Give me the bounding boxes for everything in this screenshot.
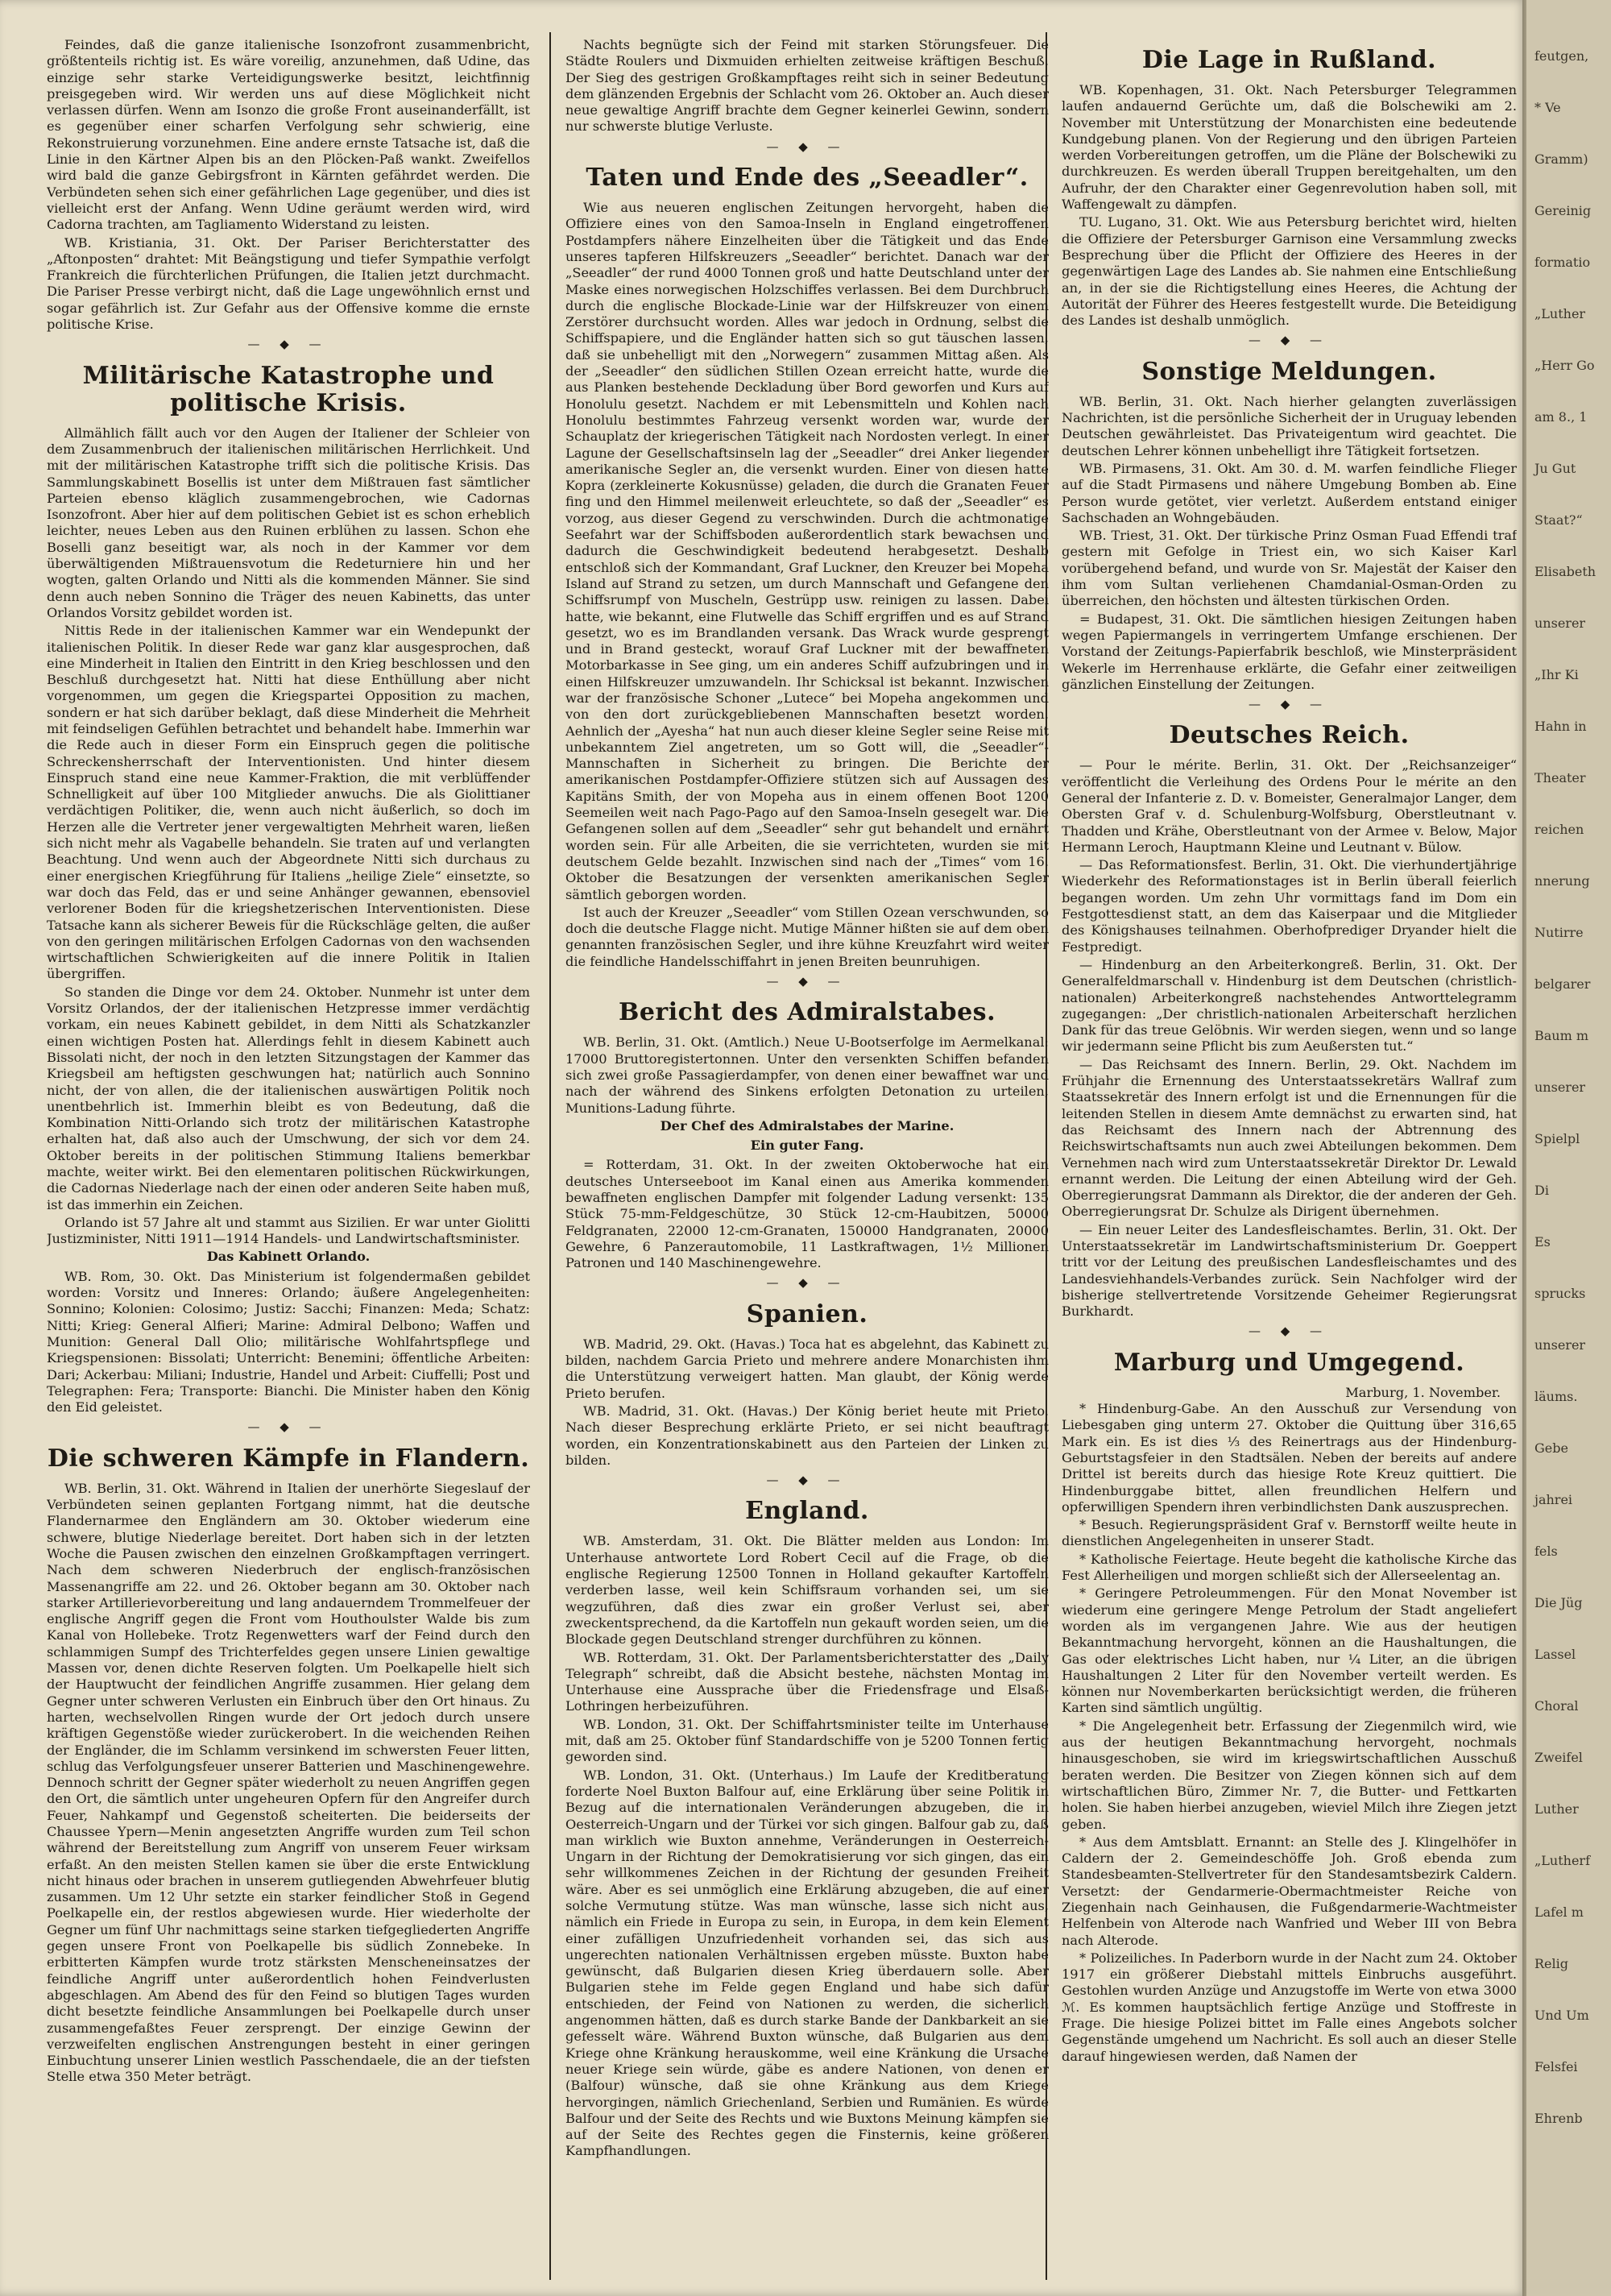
strip-fragment: „Lutherf (1534, 1853, 1590, 1868)
strip-fragment: „Herr Go (1534, 358, 1595, 373)
ornament-divider: — ◆ — (766, 139, 848, 154)
strip-fragment: reichen (1534, 822, 1584, 837)
strip-fragment: Gereinig (1534, 203, 1592, 218)
strip-fragment: Lafel m (1534, 1904, 1584, 1920)
paragraph: * Geringere Petroleummengen. Für den Monat November ist wiederum eine geringere Menge Petrolum der Stadt angeliefert worden als im vergangenen Jahre. Wie aus der heutigen Bekanntmachung hervorgeht, können an die Haushaltungen, die Gas oder elektrisches Licht haben, nur ¼ Liter, an die übrigen Haushaltungen 2 Liter für den November verteilt werden. Es können nur Novemberkarten berücksichtigt werden, die früheren Karten sind sämtlich ungültig. (1062, 1585, 1517, 1716)
paragraph: = Budapest, 31. Okt. Die sämtlichen hiesigen Zeitungen haben wegen Papiermangels in verringertem Umfange erschienen. Der Vorstand der Zeitungs-Papierfabrik beschloß, wie Minsterpräsident Wekerle im Herrenhause erklärte, die Gefahr einer zeitweiligen gänzlichen Einstellung der Zeitungen. (1062, 611, 1517, 692)
paragraph: — Das Reformationsfest. Berlin, 31. Okt. Die vierhundertjährige Wiederkehr des Reformationstages ist in Berlin überall feierlich begangen worden. Um zehn Uhr vormittags fand im Dom ein Festgottesdienst statt, an dem das Kaiserpaar und die Mitglieder des Königshauses teilnahmen. Oberhofprediger Dryander hielt die Festpredigt. (1062, 857, 1517, 955)
strip-fragment: Nutirre (1534, 925, 1584, 940)
ornament-divider: — ◆ — (1248, 697, 1331, 712)
strip-fragment: Spielpl (1534, 1131, 1580, 1146)
paragraph: Allmählich fällt auch vor den Augen der Italiener der Schleier von dem Zusammenbruch der italienischen militärischen Herrlichkeit. Und mit der militärischen Katastrophe trifft sich die politische Krisis. Das Sammlungskabinett Bosellis ist unter dem Mißtrauen fast sämtlicher Parteien ebenso kläglich zusammengebrochen, wie Cadornas Isonzofront. Aber hier auf dem politischen Gebiet ist es schon erheblich leichter, neues Leben aus den Ruinen erblühen zu lassen. Schon ehe Boselli ganz beseitigt war, als noch in der Kammer vor dem überwältigenden Mißtrauensvotum die Redeturniere hin und her wogten, galten Orlando und Nitti als die kommenden Männer. Sie sind denn auch neben Sonnino die Träger des neuen Kabinetts, das unter Orlandos Vorsitz gebildet worden ist. (47, 425, 530, 620)
ornament-divider: — ◆ — (766, 974, 848, 989)
headline-reich: Deutsches Reich. (1169, 721, 1410, 750)
strip-fragment: Es (1534, 1234, 1551, 1250)
headline-england: England. (745, 1497, 869, 1526)
paragraph: WB. London, 31. Okt. Der Schiffahrtsminister teilte im Unterhause mit, daß am 25. Oktober fünf Standardschiffe von je 5200 Tonnen fertig geworden sind. (565, 1716, 1049, 1765)
ornament-divider: — ◆ — (766, 1275, 848, 1291)
paragraph: WB. Rom, 30. Okt. Das Ministerium ist folgendermaßen gebildet worden: Vorsitz und Inneres: Orlando; äußere Angelegenheiten: Sonnino; Kolonien: Colosimo; Justiz: Sacchi; Finanzen: Meda; Schatz: Nitti; Krieg: General Alfieri; Marine: Admiral Delbono; Waffen und Munition: General Dall Olio; militärische Wohlfahrtspflege und Kriegspensionen: Bissolati; Unterricht: Benemini; öffentliche Arbeiten: Dari; Ackerbau: Miliani; Industrie, Handel und Arbeit: Ciuffelli; Post und Telegraphen: Fera; Transporte: Bianchi. Die Minister haben den König den Eid geleistet. (47, 1268, 530, 1415)
paragraph: * Katholische Feiertage. Heute begeht die katholische Kirche das Fest Allerheiligen und morgen schließt sich der Allerseelentag an. (1062, 1551, 1517, 1584)
strip-fragment: fels (1534, 1544, 1558, 1559)
headline-seeadler: Taten und Ende des „Seeadler“. (586, 164, 1029, 193)
paragraph: WB. Amsterdam, 31. Okt. Die Blätter melden aus London: Im Unterhause antwortete Lord Robert Cecil auf die Frage, ob die englische Regierung 12500 Tonnen in Holland gekaufter Kartoffeln verderben lasse, weil kein Schiffsraum vorhanden sei, um sie wegzuführen, daß dies zwar ein großer Verlust sei, aber zweckentsprechend, da die Kartoffeln nun gekauft worden seien, um die Blockade gegen Deutschland strenger durchführen zu können. (565, 1533, 1049, 1647)
subheading-fang: Ein guter Fang. (750, 1138, 864, 1154)
strip-fragment: Di (1534, 1183, 1549, 1198)
headline-meldungen: Sonstige Meldungen. (1141, 357, 1437, 386)
strip-fragment: Die Jüg (1534, 1595, 1583, 1610)
signature-line: Der Chef des Admiralstabes der Marine. (660, 1117, 955, 1133)
ornament-divider: — ◆ — (766, 1473, 848, 1488)
strip-fragment: Felsfei (1534, 2059, 1578, 2074)
paragraph: — Pour le mérite. Berlin, 31. Okt. Der „Reichsanzeiger“ veröffentlicht die Verleihung des Ordens Pour le mérite an den General der Infanterie z. D. v. Bomeister, Generalmajor Langer, dem Obersten Graf v. d. Schulenburg-Wolfsburg, Oberstleutnant v. Thadden und Krähe, Oberstleutnant von der Armee v. Below, Major Hermann Leroch, Hauptmann Kleine und Leutnant v. Bülow. (1062, 757, 1517, 855)
strip-fragment: „Ihr Ki (1534, 667, 1579, 682)
paragraph: Orlando ist 57 Jahre alt und stammt aus Sizilien. Er war unter Giolitti Justizminister, Nitti 1911—1914 Handels- und Landwirtschaftsminister. (47, 1214, 530, 1247)
paragraph: * Polizeiliches. In Paderborn wurde in der Nacht zum 24. Oktober 1917 ein größerer Diebstahl mittels Einbruchs ausgeführt. Gestohlen wurden Anzüge und Anzugstoffe im Werte von etwa 3000 ℳ. Es kommen hauptsächlich fertige Anzüge und Stoffreste in Frage. Die hiesige Polizei bittet im Falle eines Angebots solcher Gegenstände umgehend um Nachricht. Es soll auch an dieser Stelle darauf hingewiesen werden, daß Namen der (1062, 1950, 1517, 2064)
strip-fragment: belgarer (1534, 976, 1591, 992)
paragraph: Wie aus neueren englischen Zeitungen hervorgeht, haben die Offiziere eines von den Samoa-Inseln in England eingetroffenen Postdampfers nähere Einzelheiten über die Tätigkeit und das Ende unseres tapferen Hilfskreuzers „Seeadler“ berichtet. Danach war der „Seeadler“ der rund 4000 Tonnen groß und hatte Deutschland unter der Maske eines norwegischen Holzschiffes verlassen. Bei dem Durchbruch durch die englische Blockade-Linie war der Hilfskreuzer von einem Zerstörer durchsucht worden. Alles war jedoch in Ordnung, selbst die Schiffspapiere, und die Engländer hatten sich so gut täuschen lassen, daß sie unbehelligt mit den „Norwegern“ zusammen Mittag aßen. Als der „Seeadler“ den südlichen Stillen Ozean erreicht hatte, wurde die aus Planken bestehende Deckladung über Bord geworfen und Kurs auf Honolulu gesetzt. Nachdem er mit Lebensmitteln und Kohlen nach Honolulu bestimmtes Fahrzeug versenkt worden war, wurde der Schauplatz der kriegerischen Tätigkeit nach Nordosten verlegt. In einer Lagune der Gesellschaftsinseln lag der „Seeadler“ drei Anker liegender amerikanische Segler an, die versenkt wurden. Einer von diesen hatte Kopra (zerkleinerte Kokusnüsse) geladen, die durch die Granaten Feuer fing und den Himmel meilenweit erleuchtete, so daß der „Seeadler“ es vorzog, aus dieser Gegend zu verschwinden. Durch die achtmonatige Seefahrt war der Schiffsboden außerordentlich stark bewachsen und dadurch die Geschwindigkeit bedeutend herabgesetzt. Deshalb entschloß sich der Kommandant, Graf Luckner, den Kreuzer bei Mopeha Island auf Strand zu setzen, um durch Mannschaft und Gefangene den Schiffsrumpf von Muscheln, Gestrüpp usw. reinigen zu lassen. Dabei hatte, wie bekannt, eine Flutwelle das Schiff ergriffen und es auf Strand gesetzt, wo es im Brandlanden versank. Das Wrack wurde gesprengt und in Brand gesteckt, worauf Graf Luckner mit der bewaffneten Motorbarkasse in See ging, um ein anderes Schiff aufzubringen und in einen Hilfskreuzer umzuwandeln. Ihr Schicksal ist bekannt. Inzwischen war der französische Schoner „Lutece“ bei Mopeha angekommen und von den dort zurückgebliebenen Mannschaften besetzt worden. Aehnlich der „Ayesha“ hat nun auch dieser kleine Segler seine Reise mit unbekanntem Ziel angetreten, um so Gott will, die „Seeadler“-Mannschaften in Sicherheit zu bringen. Die Berichte der amerikanischen Postdampfer-Offiziere stützen sich auf Aussagen des Kapitäns Smith, der von Mopeha aus in einem offenen Boot 1200 Seemeilen weit nach Pago-Pago auf den Samoa-Inseln gesegelt war. Die Gefangenen sollen auf dem „Seeadler“ sehr gut behandelt und ernährt worden sein. Für alle Arbeiten, die sie verrichteten, wurden sie mit deutschem Gelde bezahlt. Inzwischen sind nach der „Times“ vom 16. Oktober die Besatzungen der versenkten amerikanischen Segler sämtlich geborgen worden. (565, 200, 1049, 902)
paragraph: WB. Pirmasens, 31. Okt. Am 30. d. M. warfen feindliche Flieger auf die Stadt Pirmasens und nähere Umgebung Bomben ab. Eine Person wurde getötet, vier verletzt. Außerdem entstand einiger Sachschaden an Wohngebäuden. (1062, 460, 1517, 525)
paragraph: WB. Berlin, 31. Okt. Während in Italien der unerhörte Siegeslauf der Verbündeten seinen geplanten Fortgang nimmt, hat die deutsche Flandernarmee den Engländern am 30. Oktober wiederum eine schwere, blutige Niederlage bereitet. Dort haben sich in der letzten Woche die Pausen zwischen den einzelnen Großkampftagen verringert. Nach dem schweren Niederbruch der englisch-französischen Massenangriffe am 22. und 26. Oktober begann am 30. Oktober nach starker Artillerievorbereitung und lang andauerndem Trommelfeuer der englische Angriff gegen die Front vom Houthoulster Walde bis zum Kanal von Hollebeke. Trotz Regenwetters warf der Feind durch den schlammigen Sumpf des Trichterfeldes gegen unsere Linien gewaltige Massen vor, denen dichte Reserven folgten. Um Poelkapelle hielt sich der Hauptwucht der feindlichen Angriffe zusammen. Hier gelang dem Gegner unter schweren Verlusten ein Einbruch über den Ort hinaus. Zu harten, wechselvollen Ringen wurde der Ort jedoch durch unsere kräftigen Gegenstöße wieder zurückerobert. In die weichenden Reihen der Engländer, die im Schlamm versinkend im schwersten Feuer litten, schlug das Verfolgungsfeuer unserer Batterien und Maschinengewehre. Dennoch schritt der Gegner später wiederholt zu neuen Angriffen gegen den Ort, die sämtlich unter ungeheuren Opfern für den Angreifer durch Feuer, Nahkampf und Gegenstoß scheiterten. Die beiderseits der Chaussee Ypern—Menin angesetzten Angriffe wurden zum Teil schon während der Bereitstellung zum Angriff von unserem Feuer wirksam erfaßt. An den meisten Stellen kamen sie über die erste Entwicklung nicht hinaus oder brachen in unserem gutliegenden Abwehrfeuer blutig zusammen. Um 12 Uhr setzte ein starker feindlicher Stoß in Gegend Poelkapelle ein, der restlos abgewiesen wurde. Hier wiederholte der Gegner um fünf Uhr nachmittags seine starken tiefgegliederten Angriffe gegen unsere Front von Poelkapelle bis südlich Zonnebeke. In erbitterten Kämpfen wurde trotz stärksten Menscheneinsatzes der feindliche Angriff unter außerordentlich hohen Feindverlusten abgeschlagen. Am Abend des für den Feind so blutigen Tages wurden dicht besetzte feindliche Ansammlungen bei Poelkapelle durch unser zusammengefaßtes Feuer zersprengt. Der einzige Gewinn der verzweifelten englischen Anstrengungen besteht in einer geringen Einbuchtung unserer Linien westlich Passchendaele, die an der tiefsten Stelle etwa 350 Meter beträgt. (47, 1480, 530, 2085)
paragraph: WB. Madrid, 31. Okt. (Havas.) Der König beriet heute mit Prieto. Nach dieser Besprechung erklärte Prieto, er sei nicht beauftragt worden, ein Konzentrationskabinett aus den Parteien der Linken zu bilden. (565, 1403, 1049, 1468)
strip-fragment: läums. (1534, 1389, 1578, 1404)
strip-fragment: * Ve (1534, 100, 1561, 115)
paragraph: WB. London, 31. Okt. (Unterhaus.) Im Laufe der Kreditberatung forderte Noel Buxton Balfour auf, eine Erklärung über seine Politik in Bezug auf die internationalen Veränderungen abzugeben, die in Oesterreich-Ungarn und der Türkei vor sich gingen. Balfour gab zu, daß man wirklich wie Buxton annehme, Veränderungen in Oesterreich-Ungarn in der Richtung der Demokratisierung vor sich gingen, das ein sehr willkommenes Zeichen in der Richtung der gesunden Freiheit wäre. Aber es sei unmöglich eine Erklärung abzugeben, die auf einer solche Vermutung stütze. Was man wünsche, lasse sich nicht aus, nämlich ein Friede in Europa zu sein, in Europa, in dem kein Element einer zufälligen Unzufriedenheit vorhanden sei, das sich aus ungerechten nationalen Verhältnissen ergeben müsste. Buxton habe gewünscht, daß Bulgarien diesen Krieg überdauern solle. Aber Bulgarien stehe im Felde gegen England und habe sich dafür entschieden, der Feind von Nationen zu werden, die sicherlich angenommen hätten, daß es durch starke Bande der Dankbarkeit an sie gefesselt wäre. Während Buxton wünsche, daß Bulgarien aus dem Kriege ohne Kränkung herauskomme, weil eine Kränkung die Ursache neuer Kriege sein würde, gäbe es andere Nationen, von denen er (Balfour) wünsche, daß sie ohne Kränkung aus dem Kriege hervorgingen, nämlich Griechenland, Serbien und Rumänien. Es würde Balfour und der Seite des Rechts und wie Buxtons Meinung kämpfen sie auf der Seite des Rechtes gegen die Finsternis, keine größeren Kampfhandlungen. (565, 1767, 1049, 2159)
paragraph: Ist auch der Kreuzer „Seeadler“ vom Stillen Ozean verschwunden, so doch die deutsche Flagge nicht. Mutige Männer hißten sie auf dem oben genannten französischen Segler, und ihre kühne Kreuzfahrt wird weiter die feindliche Handelsschiffahrt in jenen Breiten beunruhigen. (565, 904, 1049, 969)
strip-fragment: Staat?“ (1534, 512, 1583, 528)
paragraph: * Hindenburg-Gabe. An den Ausschuß zur Versendung von Liebesgaben ging unterm 27. Oktober die Quittung über 316,65 Mark ein. Es ist dies ⅓ des Reinertrags aus der Hindenburg-Geburtstagsfeier in den Stadtsälen. Neben der bereits auf andere Drittel ist bereits durch das hiesige Rote Kreuz quittiert. Die Hindenburggabe bittet, allen freundlichen Helfern und opferwilligen Spendern ihren verbindlichsten Dank auszusprechen. (1062, 1401, 1517, 1515)
strip-fragment: Ehrenb (1534, 2111, 1583, 2126)
paragraph: Nachts begnügte sich der Feind mit starken Störungsfeuer. Die Städte Roulers und Dixmuiden erhielten zeitweise kräftigen Beschuß. Der Sieg des gestrigen Großkampftages reiht sich in seiner Bedeutung dem glänzenden Ergebnis der Schlacht vom 26. Oktober an. Auch dieser neue gewaltige Angriff brachte dem Gegner keinerlei Gewinn, sondern nur schwerste blutige Verluste. (565, 37, 1049, 135)
paragraph: TU. Lugano, 31. Okt. Wie aus Petersburg berichtet wird, hielten die Offiziere der Petersburger Garnison eine Versammlung zwecks Besprechung über die Pflicht der Offiziere des Heeres in der gegenwärtigen Lage des Landes ab. Sie nahmen eine Entschließung an, in der sie die Richtigstellung eines Heeres, die Achtung der Autorität der Führer des Heeres festgestellt wurde. Die Beteidigung des Landes ist deshalb unmöglich. (1062, 214, 1517, 329)
strip-fragment: nnerung (1534, 873, 1590, 889)
strip-fragment: Theater (1534, 770, 1586, 785)
paragraph: WB. Berlin, 31. Okt. Nach hierher gelangten zuverlässigen Nachrichten, ist die persönliche Sicherheit der in Uruguay lebenden Deutschen gewährleistet. Das Privateigentum wird geachtet. Die deutschen Lehrer können unbehelligt ihre Tätigkeit fortsetzen. (1062, 393, 1517, 458)
paragraph: — Ein neuer Leiter des Landesfleischamtes. Berlin, 31. Okt. Der Unterstaatssekretär im Landwirtschaftsministerium Dr. Goeppert tritt vor der Leitung des preußischen Landesfleischamtes und des Landesviehhandels-Verbandes zurück. Sein Nachfolger wird der bisherige stellvertretende Vorsitzende Geheimer Regierungsrat Burkhardt. (1062, 1221, 1517, 1320)
paragraph: WB. Kopenhagen, 31. Okt. Nach Petersburger Telegrammen laufen andauernd Gerüchte um, daß die Bolschewiki am 2. November mit Unterstützung der Monarchisten eine bedeutende Kundgebung planen. Von der Regierung und den übrigen Parteien werden Vorbereitungen getroffen, um die Pläne der Bolschewiki zu durchkreuzen. Es werden überall Truppen bereitgehalten, um den Aufruhr, der den Charakter einer Gegenrevolution haben soll, mit Waffengewalt zu dämpfen. (1062, 82, 1517, 213)
headline-marburg: Marburg und Umgegend. (1113, 1348, 1465, 1377)
headline-flandern: Die schweren Kämpfe in Flandern. (47, 1444, 530, 1473)
column-middle (565, 37, 1049, 2161)
strip-fragment: Lassel (1534, 1647, 1576, 1662)
headline-spanien: Spanien. (746, 1299, 868, 1328)
strip-fragment: Hahn in (1534, 719, 1587, 734)
column-left (47, 37, 530, 2087)
strip-fragment: Choral (1534, 1698, 1579, 1714)
paragraph: — Hindenburg an den Arbeiterkongreß. Berlin, 31. Okt. Der Generalfeldmarschall v. Hindenburg ist dem Deutschen (christlich-nationalen) Arbeiterkongreß nachstehendes Antworttelegramm zugegangen: „Der christlich-nationalen Arbeiterschaft herzlichen Dank für das treue Gelöbnis. Wir werden siegen, wenn und so lange wir jedermann seine Pflicht bis zum Aeußersten tut.“ (1062, 956, 1517, 1055)
dateline: Marburg, 1. November. (1345, 1384, 1501, 1400)
strip-fragment: Luther (1534, 1801, 1579, 1817)
strip-fragment: am 8., 1 (1534, 409, 1588, 425)
strip-fragment: Relig (1534, 1956, 1568, 1971)
paragraph: * Besuch. Regierungspräsident Graf v. Bernstorff weilte heute in dienstlichen Angelegenheiten in unserer Stadt. (1062, 1517, 1517, 1549)
ornament-divider: — ◆ — (247, 337, 329, 352)
strip-fragment: unserer (1534, 615, 1586, 631)
paragraph: — Das Reichsamt des Innern. Berlin, 29. Okt. Nachdem im Frühjahr die Ernennung des Unterstaatssekretärs Wallraf zum Staatssekretär des Innern erfolgt ist und die Ernennungen für die leitenden Stellen in diesem Amte demnächst zu erwarten sind, hat das Reichsamt des Innern nach der Abtrennung des Reichswirtschaftsamts nun auch zwei Abteilungen bekommen. Dem Vernehmen nach wird zum Unterstaatssekretär Direktor Dr. Lewald ernannt werden. Die Leitung der einen Abteilung wird der Geh. Oberregierungsrat Dammann als Direktor, die der anderen der Geh. Oberregierungsrat Dr. Schulze als Dirigent übernehmen. (1062, 1056, 1517, 1220)
strip-fragment: „Luther (1534, 306, 1586, 321)
strip-fragment: Elisabeth (1534, 564, 1597, 579)
headline-russland: Die Lage in Rußland. (1141, 46, 1437, 74)
ornament-divider: — ◆ — (1248, 333, 1331, 348)
paragraph: Feindes, daß die ganze italienische Isonzofront zusammenbricht, größtenteils richtig ist. Es wäre voreilig, anzunehmen, daß Udine, das einzige sehr starke Verteidigungswerke besitzt, leichtfinnig preisgegeben wird. Wir werden uns auf diese Möglichkeit nicht verlassen dürfen. Wenn am Isonzo die große Front auseinanderfällt, ist es gegenüber einer scharfen Verfolgung sehr schwierig, eine Rekonstruierung vorzunehmen. Eine andere ernste Tatsache ist, daß die Linie in den Kärtner Alpen bis an den Plöcken-Paß wankt. Zweifellos wird bald die ganze Gebirgsfront in Kärnten gefährdet werden. Die Verbündeten sehen sich einer gefährlichen Lage gegenüber, und dies ist vielleicht erst der Anfang. Wenn Udine geräumt werden wird, wird Cadorna trachten, am Tagliamento Widerstand zu leisten. (47, 37, 530, 233)
paragraph: WB. Madrid, 29. Okt. (Havas.) Toca hat es abgelehnt, das Kabinett zu bilden, nachdem Garcia Prieto und mehrere andere Monarchisten ihm die Unterstützung verweigert hatten. Man glaubt, der König werde Prieto berufen. (565, 1336, 1049, 1401)
paragraph: WB. Rotterdam, 31. Okt. Der Parlamentsberichterstatter des „Daily Telegraph“ schreibt, daß die Absicht bestehe, nächsten Montag im Unterhause eine Aussprache über die Friedensfrage und Elsaß-Lothringen herbeizuführen. (565, 1649, 1049, 1714)
paragraph: So standen die Dinge vor dem 24. Oktober. Nunmehr ist unter dem Vorsitz Orlandos, der der italienischen Hetzpresse immer verdächtig vorkam, ein neues Kabinett gebildet, in dem Nitti als Schatzkanzler einen wichtigen Posten hat. Allerdings fehlt in diesem Kabinett auch Bissolati nicht, der noch in den letzten Sitzungstagen der Kammer das Kriegsbeil am heftigsten geschwungen hat; natürlich auch Sonnino nicht, der von allen, die der italienischen auswärtigen Politik noch unentbehrlich ist. Immerhin bleibt es von Bedeutung, daß die Kombination Nitti-Orlando sich trotz der militärischen Katastrophe erhalten hat, daß also auch der Umschwung, der sich vor dem 24. Oktober bereits in der politischen Stimmung Italiens bemerkbar machte, weiter wirkt. Bei den elementaren politischen Rückwirkungen, die Cadornas Niederlage nach der einen oder anderen Seite haben muß, ist das immerhin ein Zeichen. (47, 984, 530, 1212)
ornament-divider: — ◆ — (1248, 1324, 1331, 1339)
strip-fragment: unserer (1534, 1080, 1586, 1095)
paragraph: WB. Berlin, 31. Okt. (Amtlich.) Neue U-Bootserfolge im Aermelkanal: 17000 Bruttoregistertonnen. Unter den versenkten Schiffen befanden sich zwei große Passagierdampfer, von denen einer bewaffnet war und nach der während des Sinkens erfolgten Detonation zu urteilen, Munitions-Ladung führte. (565, 1034, 1049, 1116)
strip-fragment: Gramm) (1534, 151, 1588, 167)
paragraph: Nittis Rede in der italienischen Kammer war ein Wendepunkt der italienischen Politik. In dieser Rede war ganz klar ausgesprochen, daß eine Minderheit in Italien den Eintritt in den Krieg beschlossen und den Beschluß durchgesetzt hat. Nitti hat diese Enthüllung aber nicht vorgenommen, um gegen die Kriegspartei Opposition zu machen, sondern er hat sich darüber beklagt, daß diese Minderheit die Mehrheit mit feindseligen Gefühlen betrachtet und behandelt habe. Immerhin war die Rede auch in dieser Form ein Einspruch gegen die politische Schreckensherrschaft der Interventionisten. Und hinter diesem Einspruch stand eine neue Kammer-Fraktion, die mit verblüffender Schnelligkeit auf über 100 Mitglieder anwuchs. Die als Giolittianer verdächtigen Politiker, die, wenn auch nicht äußerlich, so doch im Herzen alle die Vertreter jener vergewaltigten Mehrheit waren, ließen sich nicht mehr als Vagabelle behandeln. Sie traten auf und verlangten Beachtung. Und wenn auch der Abgeordnete Nitti sich durchaus zu einer energischen Kriegführung für Italiens „heilige Ziele“ einsetzte, so war doch das Feld, das er und seine Anhänger gewannen, ebensoviel verlorener Boden für die kriegshetzerischen Interventionisten. Diese Tatsache kann als sicherer Beweis für die Rückschläge gelten, die außer von den geringen militärischen Erfolgen Cadornas von den wachsenden wirtschaftlichen Schwierigkeiten auf die innere Politik in Italien übergriffen. (47, 623, 530, 982)
strip-fragment: Ju Gut (1534, 461, 1576, 476)
adjacent-page-strip (1526, 0, 1611, 2296)
strip-fragment: sprucks (1534, 1286, 1586, 1301)
strip-fragment: Gebe (1534, 1440, 1568, 1456)
strip-fragment: Zweifel (1534, 1750, 1583, 1765)
paragraph: * Die Angelegenheit betr. Erfassung der Ziegenmilch wird, wie aus der heutigen Bekanntmachung hervorgeht, nochmals hinausgeschoben, sie wird im kriegswirtschaftlichen Ausschuß beraten werden. Die Besitzer von Ziegen können sich auf dem wirtschaftlichen Büro, Zimmer Nr. 7, die Butter- und Fettkarten holen. Sie haben hierbei anzugeben, wieviel Milch ihre Ziegen jetzt geben. (1062, 1718, 1517, 1832)
strip-fragment: formatio (1534, 255, 1591, 270)
strip-fragment: Und Um (1534, 2008, 1589, 2023)
column-right (1062, 37, 1517, 2066)
subheading-kabinett: Das Kabinett Orlando. (206, 1249, 371, 1265)
paragraph: * Aus dem Amtsblatt. Ernannt: an Stelle des J. Klingelhöfer in Caldern der 2. Gemeindeschöffe Joh. Groß ebenda zum Standesbeamten-Stellvertreter für den Standesamtsbezirk Caldern. Versetzt: der Gendarmerie-Obermachtmeister Reiche von Ziegenhain nach Geinhausen, die Fußgendarmerie-Wachtmeister Helfenbein von Alterode nach Wanfried und Weber III von Bebra nach Alterode. (1062, 1834, 1517, 1948)
strip-fragment: feutgen, (1534, 48, 1589, 64)
paragraph: = Rotterdam, 31. Okt. In der zweiten Oktoberwoche hat ein deutsches Unterseeboot im Kanal einen aus Amerika kommenden bewaffneten englischen Dampfer mit folgender Ladung versenkt: 135 Stück 75-mm-Feldgeschütze, 30 Stück 12-cm-Haubitzen, 50000 Feldgranaten, 22000 12-cm-Granaten, 150000 Handgranaten, 20000 Gewehre, 6 Panzerautomobile, 11 Lastkraftwagen, 1½ Millionen Patronen und 140 Maschinengewehre. (565, 1157, 1049, 1271)
headline-admiralstab: Bericht des Admiralstabes. (618, 998, 996, 1027)
headline-krisis: Militärische Katastrophe und politische Krisis. (82, 361, 495, 417)
column-rule (549, 32, 551, 2280)
ornament-divider: — ◆ — (247, 1419, 329, 1435)
strip-fragment: Baum m (1534, 1028, 1589, 1043)
paragraph: WB. Kristiania, 31. Okt. Der Pariser Berichterstatter des „Aftonposten“ drahtet: Mit Beängstigung und tiefer Sympathie verfolgt Frankreich die fürchterlichen Prüfungen, die Italien jetzt durchmacht. Die Pariser Presse verbirgt nicht, daß die Lage ungewöhnlich ernst und sogar gefährlich ist. Zur Gefahr aus der Offensive komme die ernste politische Krise. (47, 234, 530, 333)
strip-fragment: jahrei (1534, 1492, 1573, 1507)
paragraph: WB. Triest, 31. Okt. Der türkische Prinz Osman Fuad Effendi traf gestern mit Gefolge in Triest ein, wo sich Kaiser Karl vorübergehend befand, und wurde von Sr. Majestät der Kaiser den ihm vom Sultan verliehenen Chamdanial-Osman-Orden zu überreichen, den höchsten und ältesten türkischen Orden. (1062, 528, 1517, 609)
strip-fragment: unserer (1534, 1337, 1586, 1353)
